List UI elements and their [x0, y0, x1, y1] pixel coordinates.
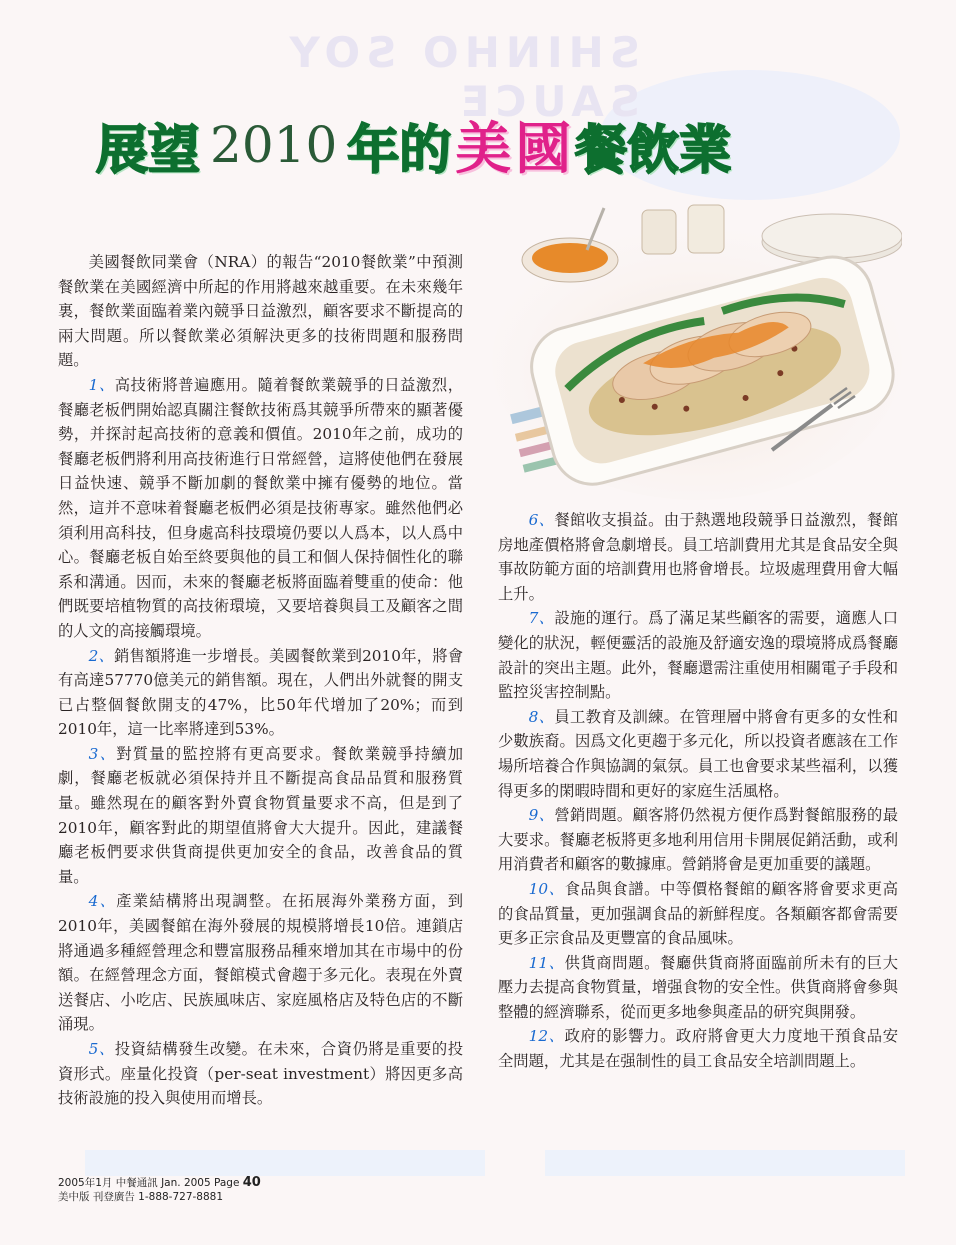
section-text: 投資結構發生改變。在未來，合資仍將是重要的投資形式。座量化投資（per-seat investment）將因更多高技術設施的投入與使用而增長。	[58, 1040, 463, 1108]
footer-ad-line: 美中版 刊登廣告 1-888-727-8881	[58, 1191, 224, 1203]
article-section	[58, 644, 463, 742]
section-number: 12、	[528, 1027, 565, 1046]
article-section	[58, 1037, 463, 1111]
article-section	[498, 606, 898, 704]
footer-issue-line	[58, 1176, 261, 1190]
background-bleed-text: SHINHO SOY SAUCE	[283, 28, 640, 126]
section-text: 供貨商問題。餐廳供貨商將面臨前所未有的巨大壓力去提高食物質量，增强食物的安全性。供貨商將會參與整體的經濟聯系，從而更多地參與產品的研究與開發。	[498, 953, 898, 1021]
section-text: 銷售額將進一步增長。美國餐飲業到2010年，將會有高達57770億美元的銷售額。現在，人們出外就餐的開支已占整個餐飲開支的47%，比50年代增加了20%；而到2010年，這一比率將達到53%。	[58, 646, 464, 739]
page-footer	[58, 1176, 261, 1204]
page-title	[96, 105, 876, 185]
background-bleed-bar	[545, 1150, 905, 1176]
article-section	[498, 951, 898, 1025]
title-part: 美	[455, 117, 512, 182]
article-section	[498, 877, 898, 951]
article-section	[58, 889, 463, 1037]
title-part: 國	[515, 117, 572, 182]
section-number: 8、	[528, 707, 555, 726]
section-text: 高技術將普遍應用。隨着餐飲業競爭的日益激烈，餐廳老板們開始認真關注餐飲技術爲其競爭所帶來的顯著優勢，并探討起高技術的意義和價值。2010年之前，成功的餐廳老板們將利用高技術進行日常經營，這將使他們在發展日益快速、競爭不斷加劇的餐飲業中擁有優勢的地位。當然，這并不意味着餐廳老板們必須是技術專家。雖然他們必須利用高科技，但身處高科技環境仍要以人爲本，以人爲中心。餐廳老板自始至終要與他的員工和個人保持個性化的聯系和溝通。因而，未來的餐廳老板將面臨着雙重的使命：他們既要培植物質的高技術環境，又要培養與員工及顧客之間的人文的高接觸環境。	[58, 375, 463, 640]
section-text: 設施的運行。爲了滿足某些顧客的需要，適應人口變化的狀況，輕便靈活的設施及舒適安逸的環境將成爲餐廳設計的突出主題。此外，餐廳還需注重使用相關電子手段和監控災害控制點。	[498, 609, 898, 702]
food-photo	[492, 200, 902, 500]
title-part: 年的	[347, 120, 452, 181]
section-text: 政府的影響力。政府將會更大力度地干預食品安全問題，尤其是在强制性的員工食品安全培訓問題上。	[498, 1027, 898, 1071]
section-number: 11、	[528, 953, 565, 972]
section-number: 4、	[88, 892, 117, 911]
title-part: 餐飲業	[575, 120, 732, 181]
title-year: 2010	[210, 116, 338, 174]
section-number: 5、	[88, 1040, 115, 1058]
section-number: 7、	[528, 609, 555, 628]
article-section	[498, 803, 898, 877]
article-section	[498, 705, 898, 803]
background-bleed-bar	[85, 1150, 485, 1176]
article-section	[498, 1024, 898, 1073]
article-column-left	[58, 250, 463, 1111]
section-text: 對質量的監控將有更高要求。餐飲業競爭持續加劇，餐廳老板就必須保持并且不斷提高食品品質和服務質量。雖然現在的顧客對外賣食物質量要求不高，但是到了2010年，顧客對此的期望值將會大大提升。因此，建議餐廳老板們要求供貨商提供更加安全的食品，改善食品的質量。	[58, 744, 463, 886]
article-column-right	[498, 508, 898, 1074]
intro-paragraph: 美國餐飲同業會（NRA）的報告“2010餐飲業”中預測餐飲業在美國經濟中所起的作用將越來越重要。在未來幾年裏，餐飲業面臨着業內競爭日益激烈，顧客要求不斷提高的兩大問題。所以餐飲業必須解決更多的技術問題和服務問題。	[58, 253, 463, 370]
section-number: 2、	[88, 646, 115, 665]
section-text: 食品與食譜。中等價格餐館的顧客將會要求更高的食品質量，更加强調食品的新鮮程度。各類顧客都會需要更多正宗食品及更豐富的食品風味。	[498, 879, 898, 948]
section-number: 1、	[88, 375, 115, 394]
section-text: 餐館收支損益。由于熱選地段競爭日益激烈，餐館房地產價格將會急劇增長。員工培訓費用尤其是食品安全與事故防範方面的培訓費用也將會增長。垃圾處理費用會大幅上升。	[498, 511, 898, 603]
page-number: 40	[242, 1175, 261, 1190]
section-text: 員工教育及訓練。在管理層中將會有更多的女性和少數族裔。因爲文化更趨于多元化，所以投資者應該在工作場所培養合作與協調的氣氛。員工也會要求某些福利，以獲得更多的閑暇時間和更好的家庭生活風格。	[498, 707, 898, 800]
section-number: 9、	[528, 806, 555, 825]
article-section	[58, 742, 463, 890]
section-number: 10、	[528, 879, 565, 898]
section-number: 6、	[528, 511, 555, 529]
section-text: 營銷問題。顧客將仍然視方便作爲對餐館服務的最大要求。餐廳老板將更多地利用信用卡開展促銷活動，或利用消費者和顧客的數據庫。營銷將會是更加重要的議題。	[498, 806, 898, 874]
section-text: 產業結構將出現調整。在拓展海外業務方面，到2010年，美國餐館在海外發展的規模將增長10倍。連鎖店將通過多種經營理念和豐富服務品種來增加其在市場中的份額。在經營理念方面，餐館模式會趨于多元化。表現在外賣送餐店、小吃店、民族風味店、家庭風格店及特色店的不斷涌現。	[58, 892, 463, 1034]
footer-issue: 2005年1月 中餐通訊 Jan. 2005 Page	[58, 1177, 240, 1189]
section-number: 3、	[88, 744, 117, 763]
article-section	[58, 373, 463, 644]
article-section	[498, 508, 898, 606]
title-part: 展望	[96, 120, 201, 181]
